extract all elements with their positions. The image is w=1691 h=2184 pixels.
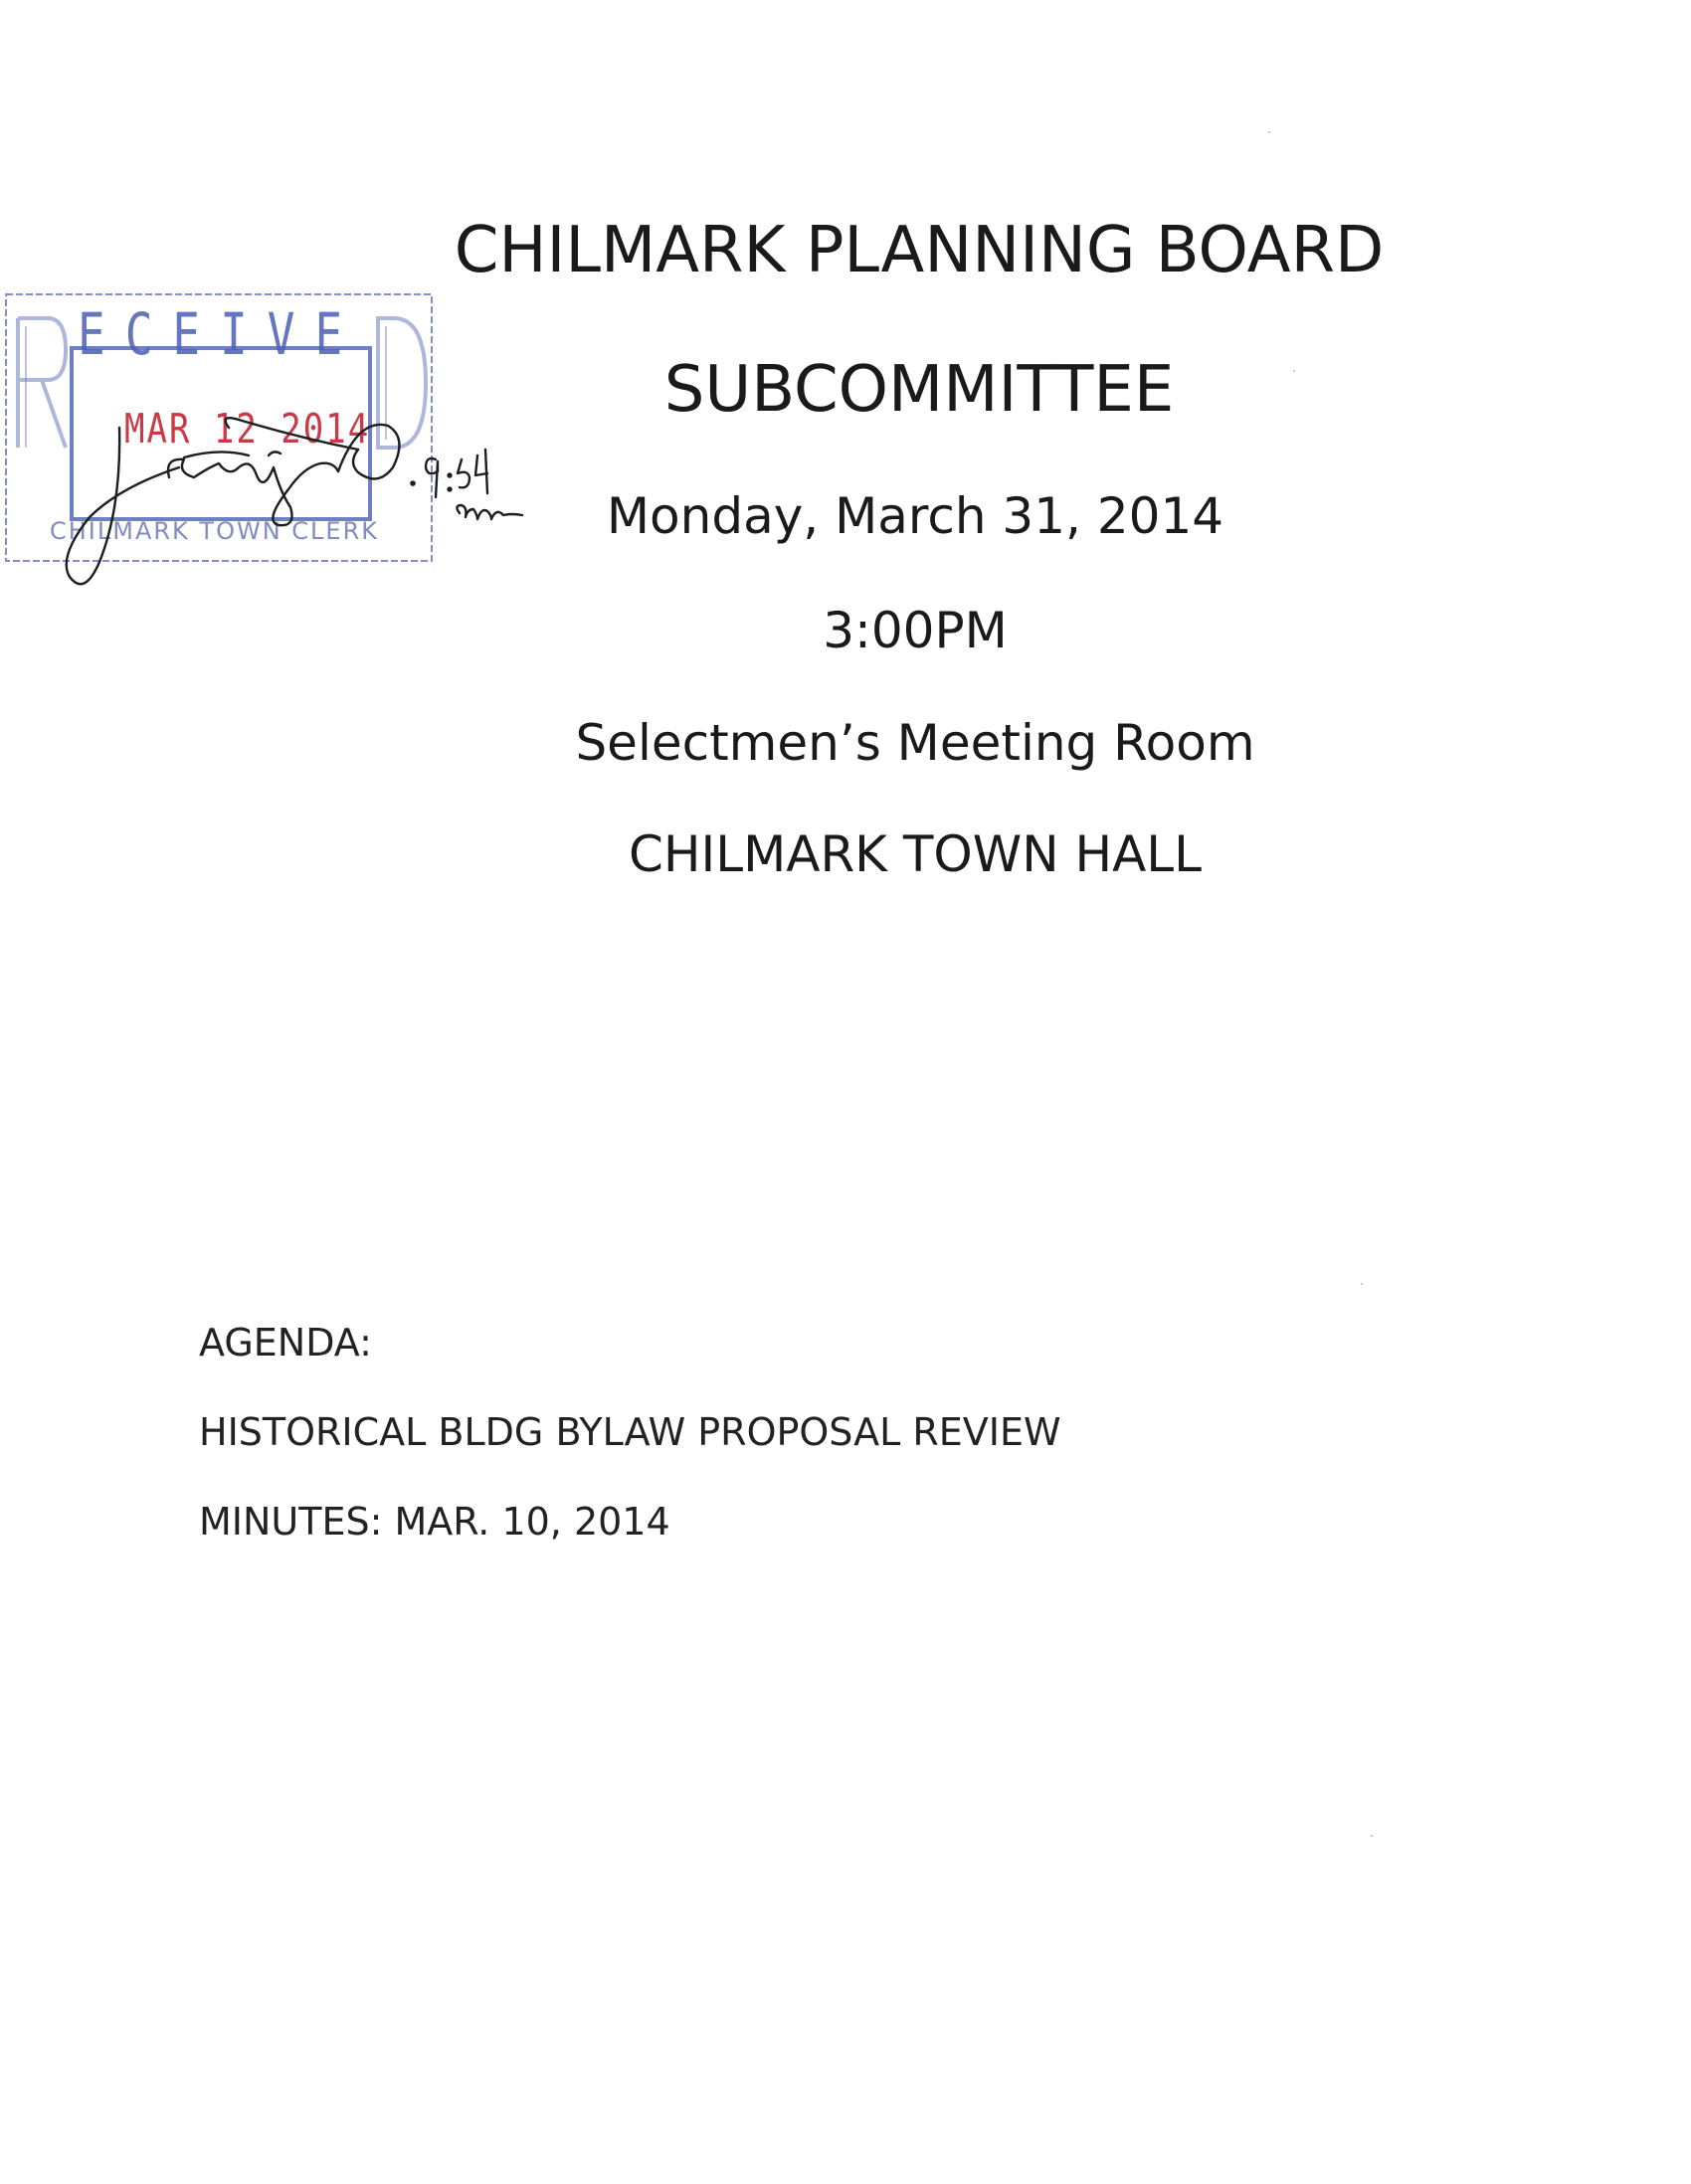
scan-speck xyxy=(1293,370,1295,372)
stamp-received-text: ECEIVE xyxy=(78,300,363,368)
scan-speck xyxy=(1371,1835,1373,1837)
scan-speck xyxy=(1268,131,1270,133)
stamp-office: CHILMARK TOWN CLERK xyxy=(50,517,379,545)
scan-speck xyxy=(1361,1283,1363,1285)
meeting-room: Selectmen’s Meeting Room xyxy=(575,714,1255,772)
agenda-item: HISTORICAL BLDG BYLAW PROPOSAL REVIEW xyxy=(199,1410,1061,1454)
agenda-label: AGENDA: xyxy=(199,1321,372,1365)
board-subtitle: SUBCOMMITTEE xyxy=(663,353,1175,427)
meeting-time: 3:00PM xyxy=(823,602,1008,659)
meeting-date: Monday, March 31, 2014 xyxy=(606,487,1224,545)
board-title: CHILMARK PLANNING BOARD xyxy=(454,214,1385,287)
stamp-date: MAR 12 2014 xyxy=(124,406,371,454)
meeting-location: CHILMARK TOWN HALL xyxy=(628,825,1203,883)
agenda-item: MINUTES: MAR. 10, 2014 xyxy=(199,1500,670,1544)
